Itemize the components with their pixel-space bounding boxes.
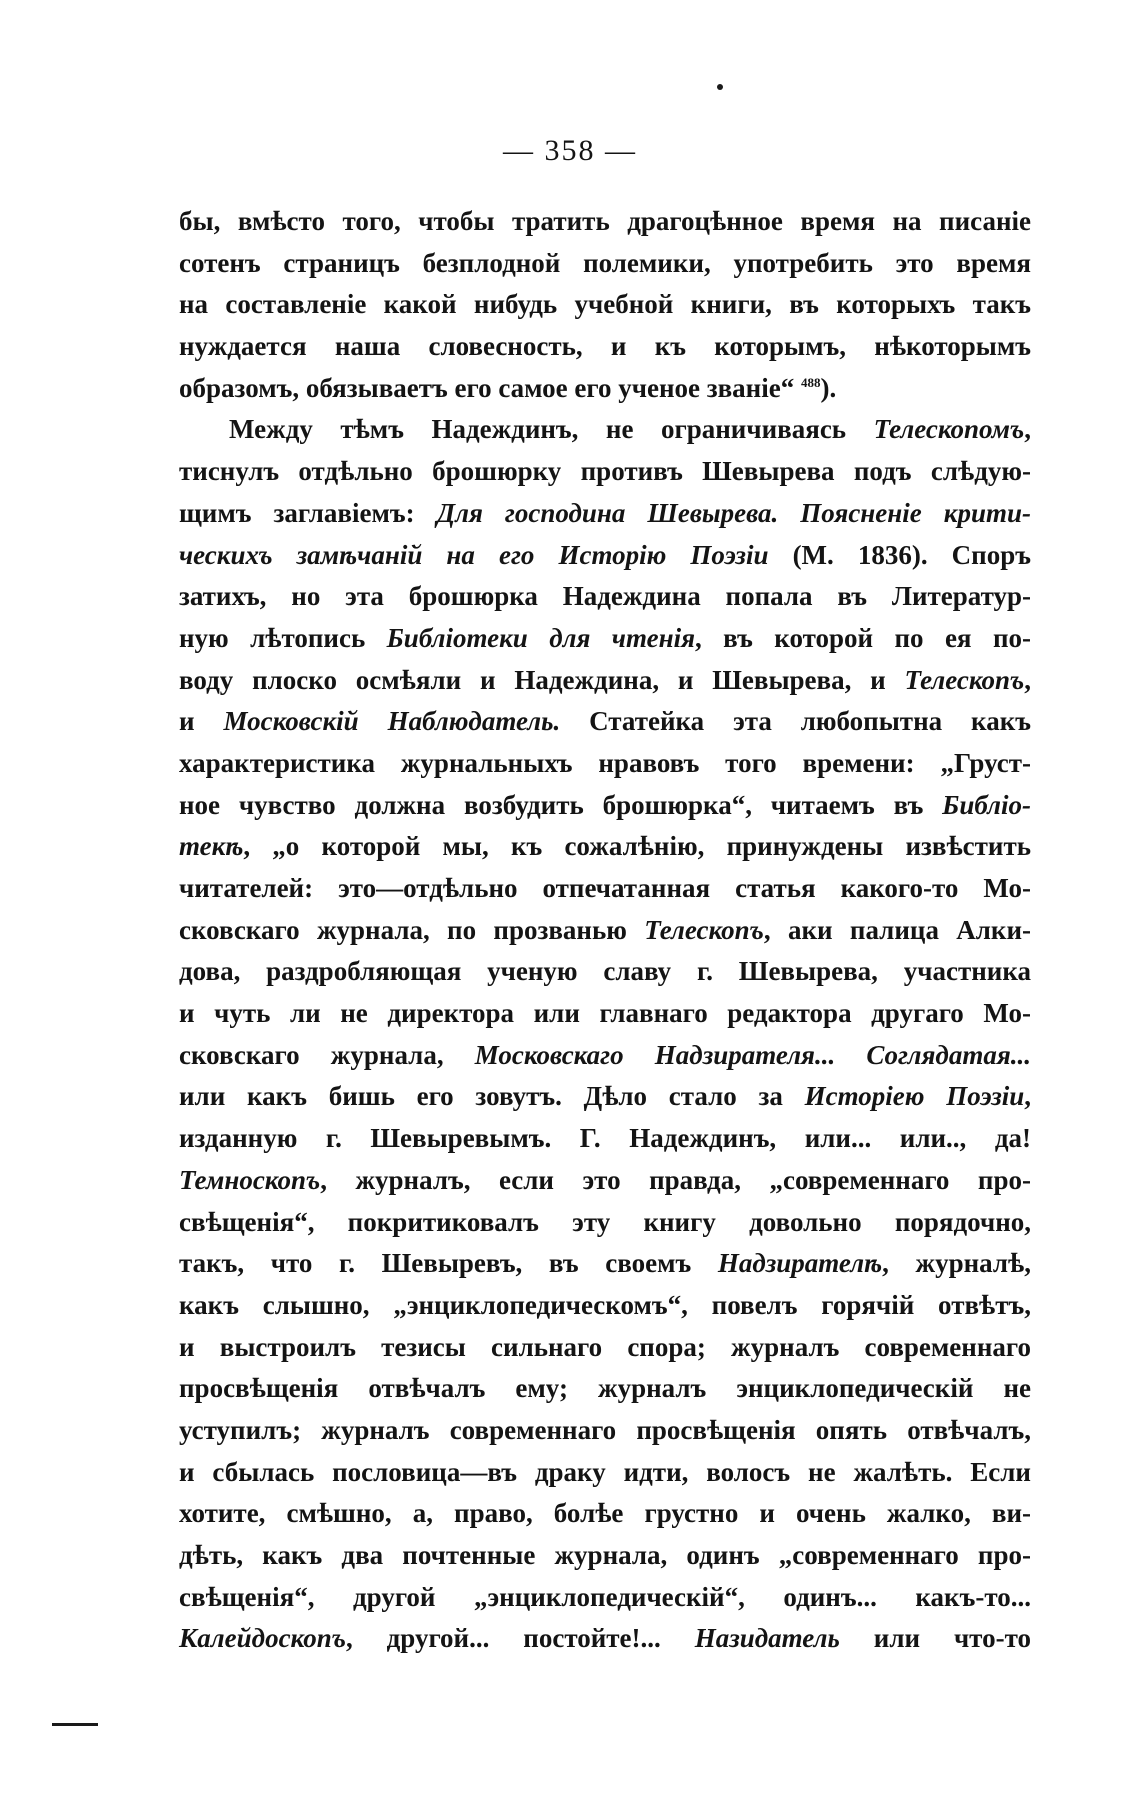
text-line: [179, 785, 1031, 827]
text-line: [179, 660, 1031, 702]
text-line: [179, 1076, 1031, 1118]
text-span: , журналъ, если это правда, „современнаго про-: [320, 1164, 1031, 1195]
text-line: [179, 535, 1031, 577]
text-line: [179, 1535, 1031, 1577]
text-span: хотите, смѣшно, а, право, болѣе грустно и очень жалко, ви-: [179, 1498, 1031, 1529]
text-line: [179, 868, 1031, 910]
italic-text: Исторіею Поэзіи: [804, 1081, 1025, 1112]
text-span: такъ, что г. Шевыревъ, въ своемъ: [179, 1248, 718, 1279]
text-span: читателей: это—отдѣльно отпечатанная статья какого-то Мо-: [179, 873, 1031, 903]
text-line: [179, 1493, 1031, 1535]
text-span: и чуть ли не директора или главнаго редактора другаго Мо-: [179, 998, 1031, 1029]
text-span: ).: [820, 372, 837, 403]
text-span: свѣщенія“, другой „энциклопедическій“, одинъ... какъ-то...: [179, 1581, 1031, 1612]
italic-text: ческихъ замѣчаній на его Исторію Поэзіи: [179, 539, 769, 570]
text-line: [179, 1118, 1031, 1160]
text-span: Статейка эта любопытна какъ: [560, 706, 1031, 737]
text-line: [179, 1285, 1031, 1327]
footnote-ref: 488: [800, 374, 821, 390]
text-span: изданную г. Шевыревымъ. Г. Надеждинъ, или... или.., да!: [179, 1123, 1031, 1154]
text-span: сковскаго журнала,: [179, 1039, 475, 1070]
text-line: [179, 201, 1031, 243]
text-line: [179, 1577, 1031, 1619]
text-span: нуждается наша словесность, и къ которымъ, нѣкоторымъ: [179, 331, 1031, 362]
text-line: [179, 368, 1031, 410]
text-line: [179, 1202, 1031, 1244]
text-span: тиснулъ отдѣльно брошюрку противъ Шевырева подъ слѣдую-: [179, 456, 1031, 487]
text-span: и выстроилъ тезисы сильнаго спора; журналъ современнаго: [179, 1331, 1031, 1362]
text-line: [179, 618, 1031, 660]
text-span: ,: [1024, 414, 1031, 445]
text-span: , аки палица Алки-: [763, 914, 1031, 945]
text-line: [179, 1243, 1031, 1285]
text-span: щимъ заглавіемъ:: [179, 497, 437, 528]
text-line: [179, 326, 1031, 368]
margin-rule: [52, 1723, 98, 1726]
text-span: или какъ бишь его зовутъ. Дѣло стало за: [179, 1081, 805, 1112]
italic-text: Назидатель: [694, 1623, 840, 1654]
text-span: затихъ, но эта брошюрка Надеждина попала въ Литератур-: [179, 581, 1031, 612]
print-speck: [717, 84, 723, 90]
italic-text: Московскій Наблюдатель.: [223, 706, 561, 737]
body-text: [179, 201, 1031, 1660]
text-span: ное чувство должна возбудить брошюрка“, читаемъ въ: [179, 789, 943, 820]
text-span: на составленіе какой нибудь учебной книги, въ которыхъ такъ: [179, 289, 1031, 320]
text-span: уступилъ; журналъ современнаго просвѣщенія опять отвѣчалъ,: [179, 1414, 1031, 1445]
text-line: [179, 1410, 1031, 1452]
italic-text: текѣ: [179, 831, 244, 862]
text-span: , журналѣ,: [882, 1248, 1031, 1279]
italic-text: Московскаго Надзирателя... Соглядатая...: [474, 1039, 1031, 1070]
text-line: [179, 576, 1031, 618]
italic-text: Темноскопъ: [179, 1164, 321, 1195]
text-span: сотенъ страницъ безплодной полемики, употребить это время: [179, 247, 1031, 278]
italic-text: Для господина Шевырева. Поясненіе крити-: [436, 497, 1031, 528]
text-span: бы, вмѣсто того, чтобы тратить драгоцѣнное время на писаніе: [179, 206, 1031, 236]
text-line: [179, 1327, 1031, 1369]
text-span: и: [179, 706, 224, 737]
text-span: воду плоско осмѣяли и Надеждина, и Шевырева, и: [179, 664, 905, 695]
text-line: [179, 451, 1031, 493]
italic-text: Калейдоскопъ: [179, 1623, 346, 1654]
text-span: (М. 1836). Споръ: [768, 539, 1031, 570]
text-span: дова, раздробляющая ученую славу г. Шевырева, участника: [179, 956, 1031, 987]
text-line: [179, 1368, 1031, 1410]
text-line: [179, 493, 1031, 535]
text-line: [179, 1160, 1031, 1202]
text-span: какъ слышно, „энциклопедическомъ“, повелъ горячій отвѣтъ,: [179, 1289, 1031, 1320]
text-line: [179, 826, 1031, 868]
text-span: , „о которой мы, къ сожалѣнію, принуждены извѣстить: [243, 831, 1031, 862]
text-line: [179, 743, 1031, 785]
text-span: и сбылась пословица—въ драку идти, волосъ не жалѣть. Если: [179, 1456, 1031, 1487]
text-span: дѣть, какъ два почтенные журнала, одинъ „современнаго про-: [179, 1540, 1031, 1570]
text-line: [179, 1035, 1031, 1077]
text-line: [179, 701, 1031, 743]
text-line: [179, 1452, 1031, 1494]
italic-text: Библіотеки для чтенія: [386, 622, 696, 653]
text-line: [179, 951, 1031, 993]
italic-text: Телескопъ: [644, 914, 764, 945]
italic-text: Надзирателѣ: [717, 1248, 883, 1279]
text-line: [179, 993, 1031, 1035]
text-line: [179, 409, 1031, 451]
text-span: просвѣщенія отвѣчалъ ему; журналъ энциклопедическій не: [179, 1373, 1031, 1404]
italic-text: Библіо-: [942, 789, 1031, 820]
page-number: — 358 —: [503, 134, 637, 167]
text-line: [179, 284, 1031, 326]
italic-text: Телескопъ: [904, 664, 1025, 695]
text-span: характеристика журнальныхъ нравовъ того времени: „Груст-: [179, 747, 1031, 778]
text-line: [179, 910, 1031, 952]
text-span: образомъ, обязываетъ его самое его ученое званіе“: [179, 372, 801, 403]
text-span: свѣщенія“, покритиковалъ эту книгу довольно порядочно,: [179, 1206, 1031, 1237]
text-span: ,: [1024, 1081, 1032, 1112]
italic-text: Телескопомъ: [873, 414, 1025, 445]
text-span: ную лѣтопись: [179, 622, 387, 653]
text-span: сковскаго журнала, по прозванью: [179, 914, 645, 945]
text-span: , другой... постойте!...: [345, 1623, 695, 1654]
text-span: или что-то: [839, 1623, 1031, 1654]
text-span: Между тѣмъ Надеждинъ, не ограничиваясь: [229, 414, 874, 445]
text-span: , въ которой по ея по-: [695, 622, 1032, 653]
text-line: [179, 243, 1031, 285]
text-span: ,: [1024, 664, 1031, 695]
text-line: [179, 1618, 1031, 1660]
